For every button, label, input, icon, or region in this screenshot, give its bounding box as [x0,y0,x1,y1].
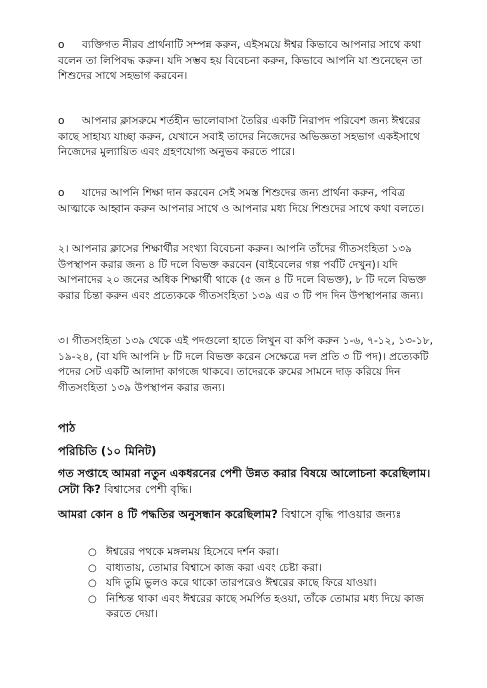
method-text: নিশ্চিন্ত থাকা এবং ঈশ্বরের কাছে সমর্পিত হওয়া, তাঁকে তোমার মধ্য দিয়ে কাজ করতে দেয়া। [106,592,424,621]
subsection-title: পরিচিতি (১০ মিনিট) [58,444,157,458]
method-text: যদি তুমি ভুলও করে থাকো তারপরেও ঈশ্বরের কাছে ফিরে যাওয়া। [106,577,377,590]
numbered-paragraph-3: ৩। গীতসংহিতা ১৩৯ থেকে এই পদগুলো হাতে লিখুন বা কপি করুন ১-৬, ৭-১২, ১৩-১৮, ১৯-২৪, (বা যদি আপনি ৮ টি দলে বিভক্ত করেন সেক্ষেত্রে দল প্রতি ৩ টি পদ)। প্রত্যেকটি পদের সেট একটি আলাদা কাগজে থাকবে। তাদেরকে রুমের সামনে দাড় করিয়ে দিন গীতসংহিতা ১৩৯ উপস্থাপন করার জন্য। [58,335,433,394]
methods-list [88,545,444,623]
method-text: ঈশ্বরের পথকে মঙ্গলময় হিসেবে দর্শন করা। [106,546,279,558]
prayer-bullet-text: যাদের আপনি শিক্ষা দান করবেন সেই সমস্ত শিশুদের জন্য প্রার্থনা করুন, পবিত্র আত্মাকে আহ্বান করুন আপনার সাথে ও আপনার মধ্য দিয়ে শিশুদের সাথে কথা বলতে। [58,187,425,215]
method-item [88,576,444,592]
bullet-mark: o [58,187,65,199]
question-answer-1 [58,466,448,498]
method-item [88,545,444,561]
question-text: আমরা কোন ৪ টি পদ্ধতির অনুসন্ধান করেছিলাম? [58,508,278,521]
bullet-mark: o [58,39,65,51]
answer-text: বিশ্বাসের পেশী বৃদ্ধি। [100,483,193,497]
bullet-mark: o [58,115,65,127]
prayer-bullet-text: ব্যক্তিগত নীরব প্রার্থনাটি সম্পন্ন করুন, এইসময়ে ঈশ্বর কিভাবে আপনার সাথে কথা বলেন তা লিপিবদ্ধ করুন। যদি সম্ভব হয় বিবেচনা করুন, কিভাবে আপনি যা শুনেছেন তা শিশুদের সাথে সহভাগ করবেন। [58,39,423,83]
circle-bullet-icon: ○ [88,578,97,590]
prayer-bullet-3 [58,186,444,217]
circle-bullet-icon: ○ [88,562,97,574]
method-text: বাধ্যতায়, তোমার বিশ্বাসে কাজ করা এবং চেষ্টা করা। [106,561,322,574]
numbered-paragraph-2: ২। আপনার ক্লাসের শিক্ষার্থীর সংখ্যা বিবেচনা করুন। আপনি তাঁদের গীতসংহিতা ১৩৯ উপস্থাপন করার জন্য ৪ টি দলে বিভক্ত করবেন (বাইবেলের গল্প পর্বটি দেখুন)। যদি আপনাদের ২০ জনের অধিক শিক্ষার্থী থাকে (৫ জন ৪ টি দলে বিভক্ত), ৮ টি দলে বিভক্ত করার চিন্তা করুন এবং প্রত্যেককে গীতসংহিতা ১৩৯ এর ৩ টি পদ দিন উপস্থাপনার জন্য। [58,243,427,302]
section-title: পাঠ [58,421,76,435]
method-item [88,561,444,577]
circle-bullet-icon: ○ [88,547,97,558]
question-text: গত সপ্তাহে আমরা নতুন একধরনের পেশী উন্নত করার বিষয়ে আলোচনা করেছিলাম। সেটা কি? [58,467,431,497]
question-answer-2 [58,507,448,523]
circle-bullet-icon: ○ [88,593,97,605]
method-item [88,592,444,623]
prayer-bullet-1 [58,38,444,85]
prayer-bullet-text: আপনার ক্লাসরুমে শর্তহীন ভালোবাসা তৈরির একটি নিরাপদ পরিবেশ জন্য ঈশ্বরের কাছে সাহায্য যাচ্ছা করুন, যেখানে সবাই তাদের নিজেদের অভিজ্ঞতা সহভাগ একইসাথে নিজেদের মুল্যায়িত এবং গ্রহণযোগ্য অনুভব করতে পারে। [58,115,421,159]
answer-text: বিশ্বাসে বৃদ্ধি পাওয়ার জন্যঃ [277,508,402,521]
prayer-bullet-2 [58,114,444,161]
